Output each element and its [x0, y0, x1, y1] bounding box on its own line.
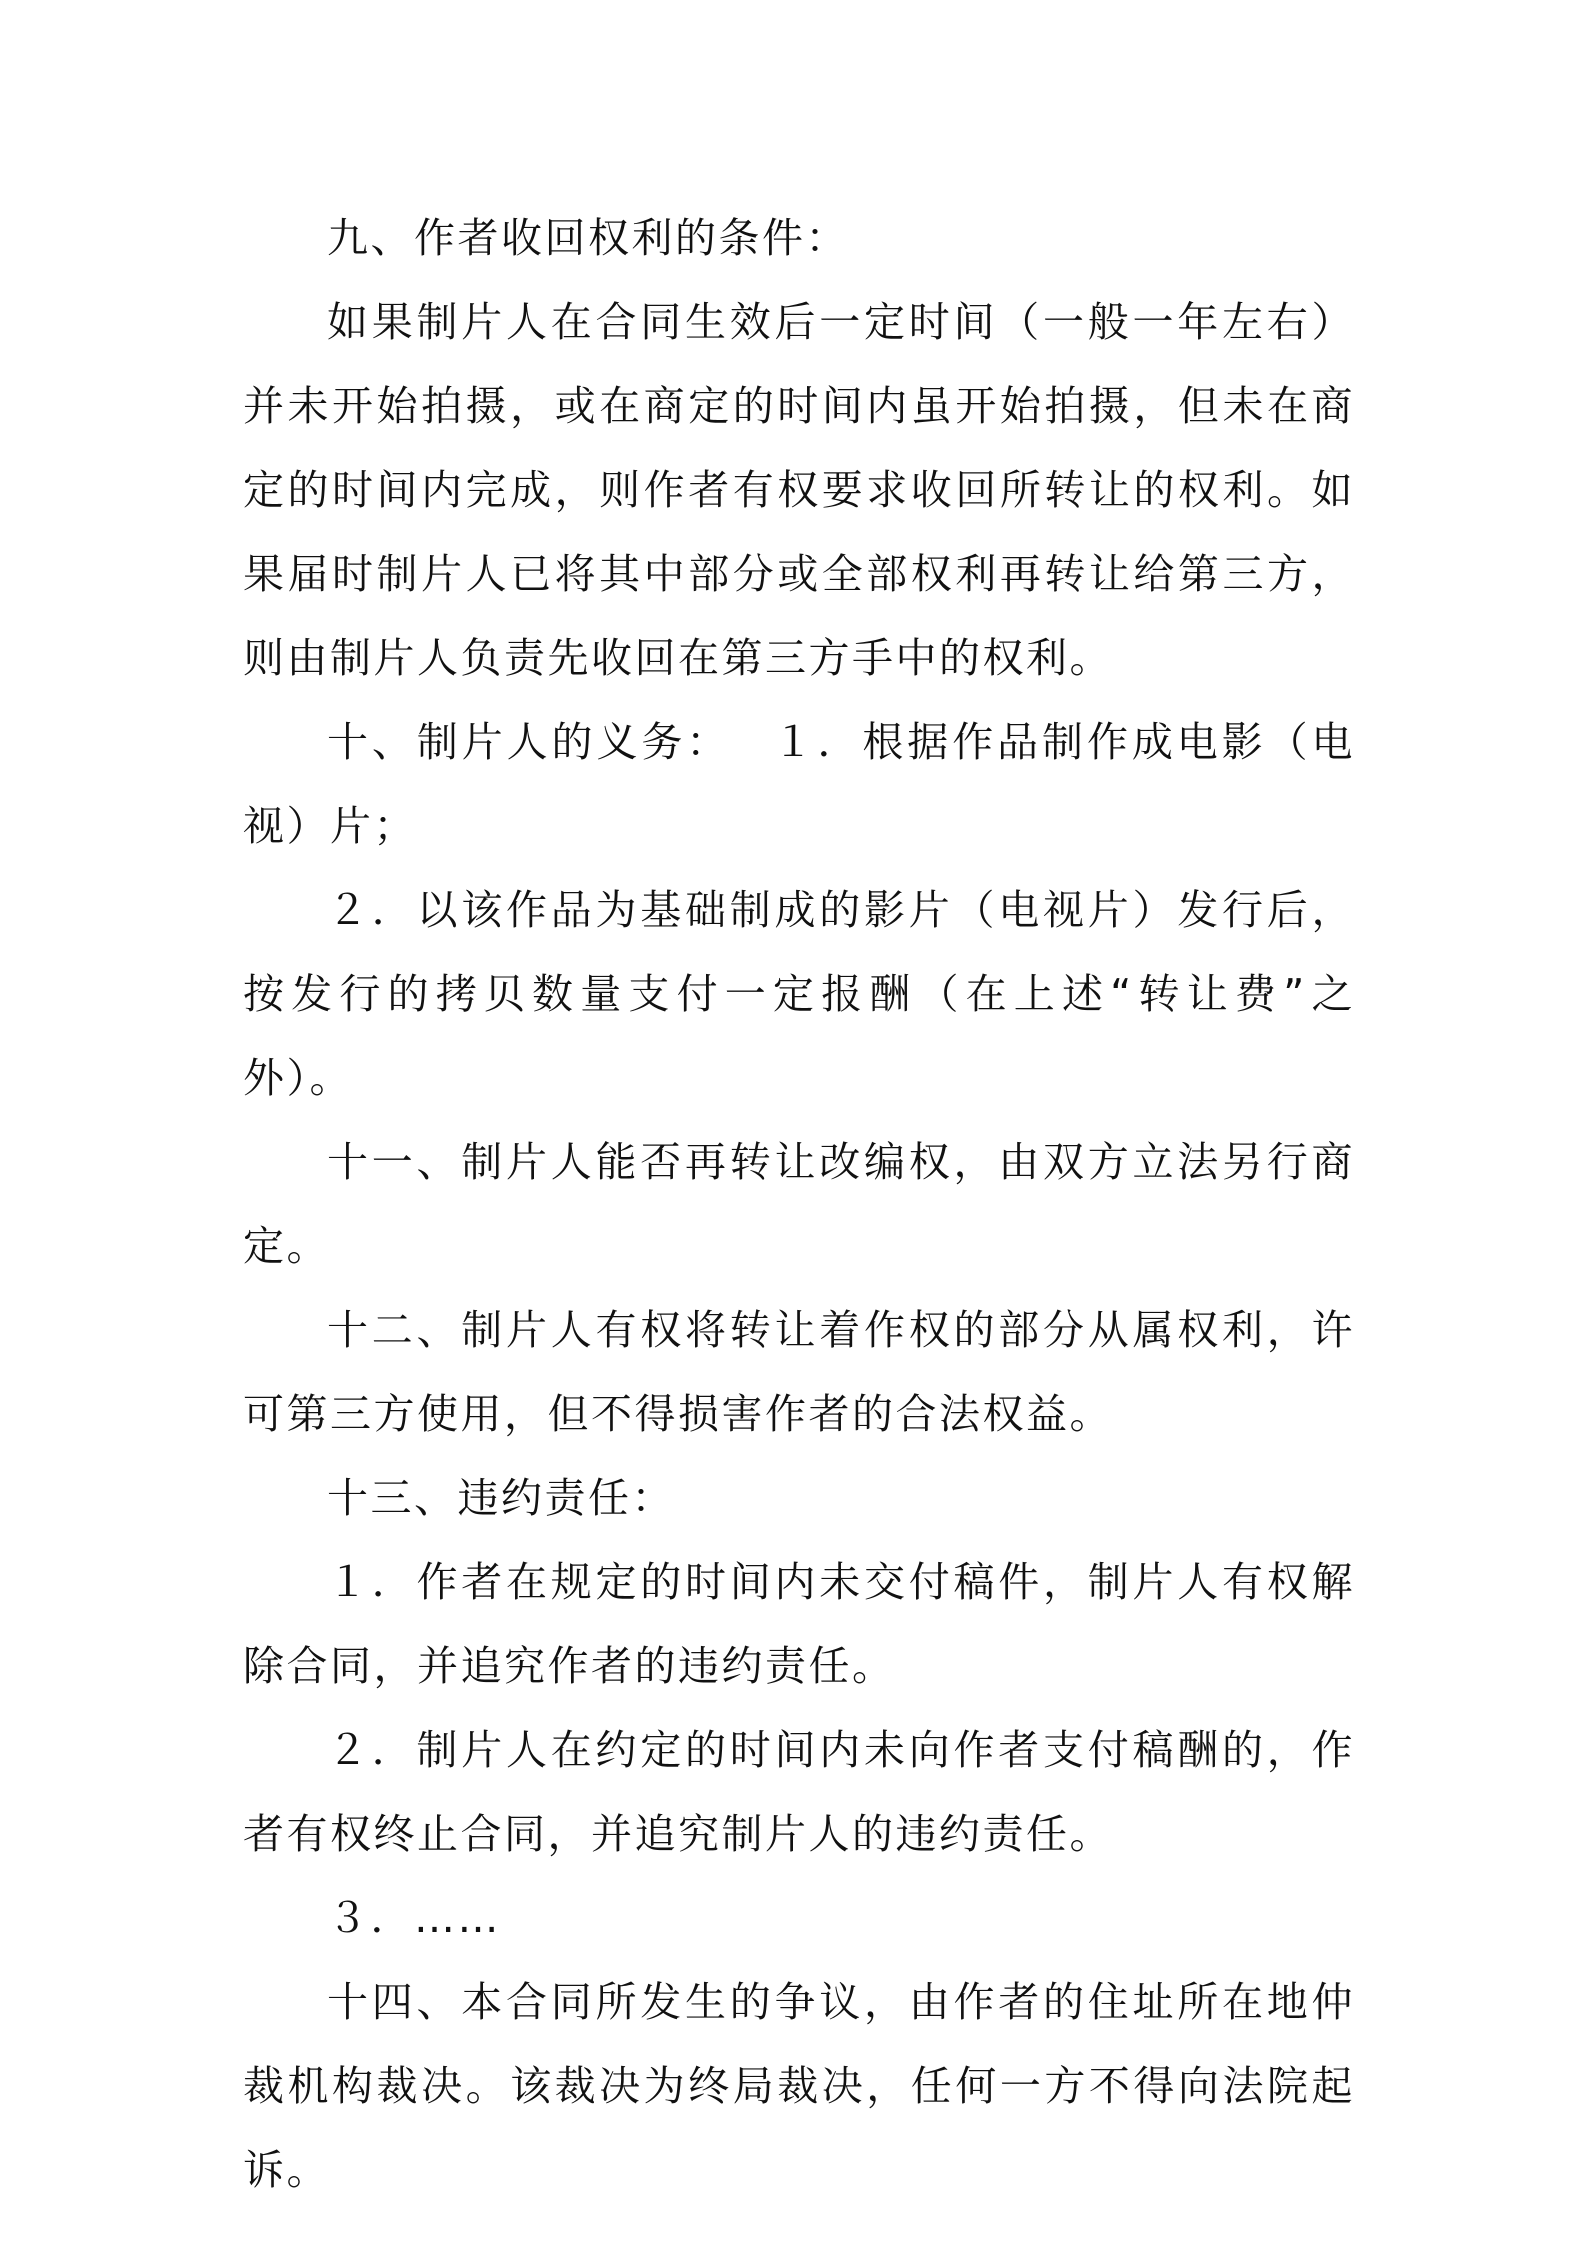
- clause-13-item-1: １．作者在规定的时间内未交付稿件，制片人有权解除合同，并追究作者的违约责任。: [243, 1558, 1355, 1690]
- clause-14-text: 十四、本合同所发生的争议，由作者的住址所在地仲裁机构裁决。该裁决为终局裁决，任何一方不得向法院起诉。: [243, 1978, 1355, 2194]
- clause-13-heading: 十三、违约责任：: [327, 1474, 675, 1522]
- clause-12-text: 十二、制片人有权将转让着作权的部分从属权利，许可第三方使用，但不得损害作者的合法权益。: [243, 1306, 1355, 1438]
- clause-10-heading: 十、制片人的义务： １．根据作品制作成电影（电视）片；: [243, 718, 1355, 850]
- clause-13-item-3: ３．……: [327, 1894, 501, 1942]
- clause-9-heading: 九、作者收回权利的条件：: [327, 214, 849, 262]
- clause-13-item-2: ２．制片人在约定的时间内未向作者支付稿酬的，作者有权终止合同，并追究制片人的违约责任。: [243, 1726, 1355, 1858]
- clause-11-text: 十一、制片人能否再转让改编权，由双方立法另行商定。: [243, 1138, 1355, 1270]
- clause-9-text: 如果制片人在合同生效后一定时间（一般一年左右）并未开始拍摄，或在商定的时间内虽开始拍摄，但未在商定的时间内完成，则作者有权要求收回所转让的权利。如果届时制片人已将其中部分或全部权利再转让给第三方，则由制片人负责先收回在第三方手中的权利。: [243, 298, 1355, 682]
- clause-10-item-2: ２．以该作品为基础制成的影片（电视片）发行后，按发行的拷贝数量支付一定报酬（在上述“转让费”之外）。: [243, 886, 1355, 1102]
- document-body: [243, 196, 1355, 2212]
